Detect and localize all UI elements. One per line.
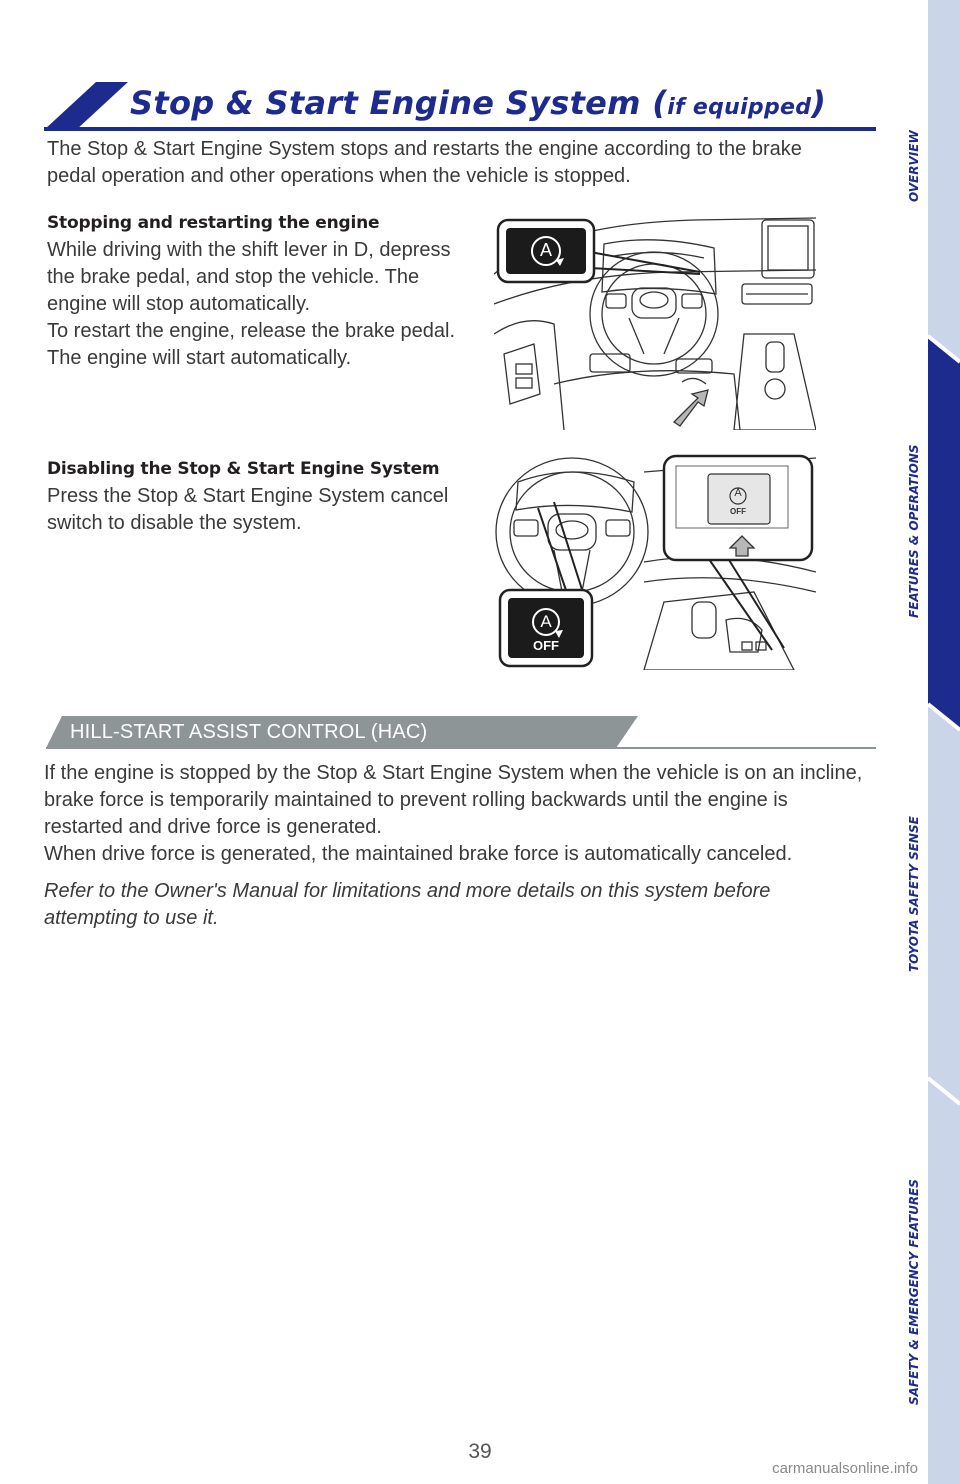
side-tab-strip: [928, 0, 960, 1484]
indicator-letter: A: [539, 240, 552, 260]
cancel-icon-letter: A: [540, 612, 552, 631]
hac-note: Refer to the Owner's Manual for limitations and more details on this system before attempting to use it.: [44, 880, 771, 929]
switch-letter: A: [734, 487, 742, 499]
page-number: 39: [468, 1440, 492, 1463]
cancel-switch-illustration: [494, 452, 816, 675]
section-body: Press the Stop & Start Engine System cancel switch to disable the system.: [47, 485, 449, 534]
switch-off-label: OFF: [730, 507, 746, 516]
hac-banner-title: HILL-START ASSIST CONTROL (HAC): [70, 721, 428, 743]
side-tab-active: [928, 336, 960, 730]
watermark: carmanualsonline.info: [772, 1460, 918, 1477]
page-title: Stop & Start Engine System (if equipped): [130, 84, 827, 122]
page-header: [0, 78, 880, 138]
hac-paragraph: If the engine is stopped by the Stop & Start Engine System when the vehicle is on an incline, brake force is temporarily maintained to prevent rolling backwards until the engine is restarted and drive force is generated.: [44, 762, 863, 838]
section-heading: Stopping and restarting the engine: [47, 213, 380, 233]
hac-body: [44, 760, 864, 932]
section-stopping-restarting: [47, 210, 467, 372]
section-body: While driving with the shift lever in D, depress the brake pedal, and stop the vehicle. The engine will stop automatically.: [47, 239, 451, 315]
intro-text: The Stop & Start Engine System stops and restarts the engine according to the brake pedal operation and other operations when the vehicle is stopped.: [47, 138, 802, 187]
dashboard-illustration: [494, 214, 816, 435]
section-heading: Disabling the Stop & Start Engine System: [47, 459, 440, 479]
section-body-2: To restart the engine, release the brake pedal. The engine will start automatically.: [47, 320, 456, 369]
hac-paragraph: When drive force is generated, the maintained brake force is automatically canceled.: [44, 843, 793, 865]
cancel-icon-off-label: OFF: [533, 638, 559, 653]
header-slash-accent: [44, 82, 128, 130]
section-disabling: [47, 456, 467, 537]
